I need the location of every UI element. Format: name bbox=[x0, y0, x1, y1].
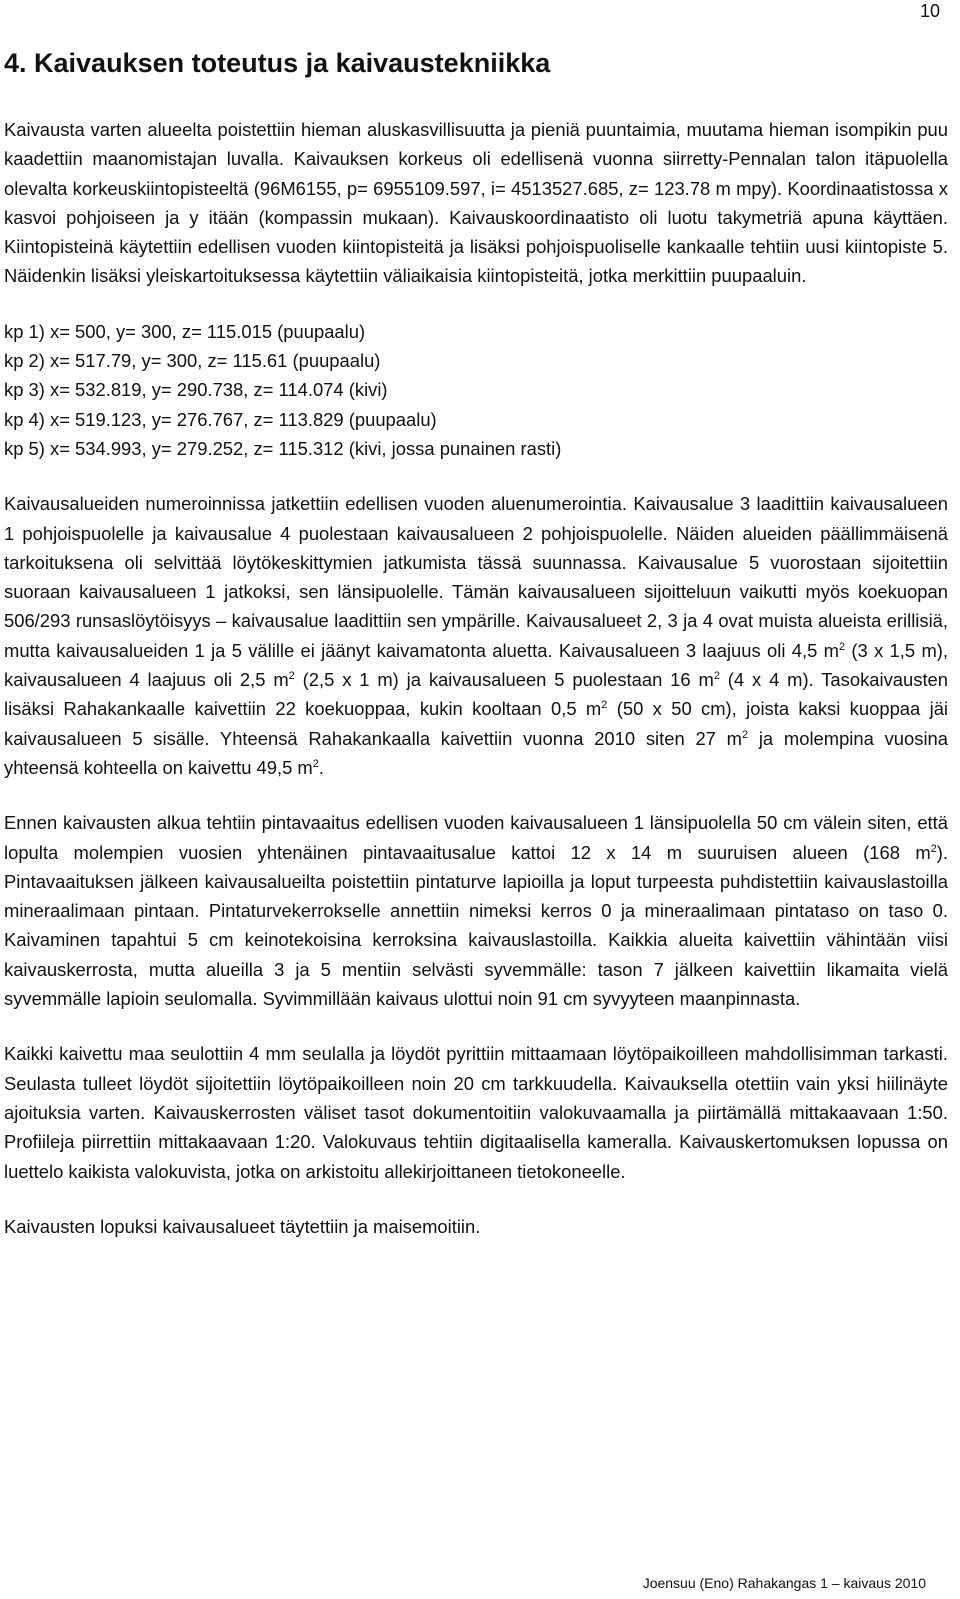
text-fragment: . bbox=[318, 756, 325, 778]
superscript-squared: 2 bbox=[288, 669, 295, 682]
paragraph-excavation-areas bbox=[4, 489, 948, 782]
benchmark-item: kp 3) x= 532.819, y= 290.738, z= 114.074 (kivi) bbox=[4, 379, 388, 401]
text-fragment: (4 x 4 m). Tasokaivausten lisäksi Rahakankaalle kaivettiin 22 koekuoppaa, kukin kooltaan 0,5 m bbox=[4, 669, 949, 720]
superscript-squared: 2 bbox=[312, 757, 319, 770]
text-fragment: ja molempina vuosina yhteensä kohteella on kaivettu 49,5 m bbox=[4, 727, 948, 778]
body-text bbox=[4, 115, 948, 1267]
page-number: 10 bbox=[919, 1, 940, 21]
superscript-squared: 2 bbox=[741, 728, 749, 741]
superscript-squared: 2 bbox=[930, 842, 937, 855]
superscript-squared: 2 bbox=[601, 699, 608, 712]
page-footer: Joensuu (Eno) Rahakangas 1 – kaivaus 2010 bbox=[642, 1575, 926, 1591]
section-heading: 4. Kaivauksen toteutus ja kaivaustekniikka bbox=[4, 48, 551, 78]
benchmark-item: kp 4) x= 519.123, y= 276.767, z= 113.829 (puupaalu) bbox=[4, 408, 437, 430]
text-fragment: Ennen kaivausten alkua tehtiin pintavaaitus edellisen vuoden kaivausalueen 1 länsipuolella 50 cm välein siten, että lopulta molempien vuosien yhtenäinen pintavaaitusalue kattoi 12 x 14 m suuruisen alueen (168 m bbox=[4, 812, 948, 863]
superscript-squared: 2 bbox=[713, 669, 720, 682]
benchmark-item: kp 5) x= 534.993, y= 279.252, z= 115.312 (kivi, jossa punainen rasti) bbox=[4, 437, 562, 459]
text-fragment: (2,5 x 1 m) ja kaivausalueen 5 puolestaan 16 m bbox=[294, 669, 714, 691]
benchmark-item: kp 1) x= 500, y= 300, z= 115.015 (puupaalu) bbox=[4, 320, 366, 342]
text-fragment: (50 x 50 cm), joista kaksi kuoppaa jäi kaivausalueen 5 sisälle. Yhteensä Rahakankaalla kaivettiin vuonna 2010 siten 27 m bbox=[4, 698, 949, 749]
superscript-squared: 2 bbox=[838, 640, 846, 653]
text-fragment: (3 x 1,5 m), kaivausalueen 4 laajuus oli 2,5 m bbox=[4, 639, 948, 691]
benchmark-item: kp 2) x= 517.79, y= 300, z= 115.61 (puupaalu) bbox=[4, 350, 381, 372]
paragraph-surface-levelling bbox=[4, 808, 948, 1013]
text-fragment: Kaivausalueiden numeroinnissa jatkettiin edellisen vuoden aluenumerointia. Kaivausalue 3 laadittiin kaivausalueen 1 pohjoispuolelle ja kaivausalue 4 puolestaan kaivausalueen 2 pohjoispuolelle. Näiden alueiden päällimmäisenä tarkoituksena oli selvittää löytökeskittymien jatkumista tässä suunnassa. Kaivausalue 5 vuorostaan sijoitettiin suoraan kaivausalueen 1 jatkoksi, sen länsipuolelle. Tämän kaivausalueen sijoitteluun vaikutti myös koekuopan 506/293 runsaslöytöisyys – kaivausalue laadittiin sen ympärille. Kaivausalueet 2, 3 ja 4 ovat muista alueista erillisiä, mutta kaivausalueiden 1 ja 5 välille ei jäänyt kaivamatonta aluetta. Kaivausalueen 3 laajuus oli 4,5 m bbox=[4, 493, 948, 661]
benchmark-list bbox=[4, 317, 948, 463]
paragraph-survey: Kaivausta varten alueelta poistettiin hieman aluskasvillisuutta ja pieniä puuntaimia, muutama hieman isompikin puu kaadettiin maanomistajan luvalla. Kaivauksen korkeus oli edellisenä vuonna siirretty-Pennalan talon itäpuolella olevalta korkeuskiintopisteeltä (96M6155, p= 6955109.597, i= 4513527.685, z= 123.78 m mpy). Koordinaatistossa x kasvoi pohjoiseen ja y itään (kompassin mukaan). Kaivauskoordinaatisto oli luotu takymetriä apuna käyttäen. Kiintopisteinä käytettiin edellisen vuoden kiintopisteitä ja lisäksi pohjoispuoliselle kankaalle tehtiin uusi kiintopiste 5. Näidenkin lisäksi yleiskartoituksessa käytettiin väliaikaisia kiintopisteitä, jotka merkittiin puupaaluin. bbox=[4, 119, 948, 287]
paragraph-backfilling: Kaivausten lopuksi kaivausalueet täytettiin ja maisemoitiin. bbox=[4, 1215, 481, 1237]
text-fragment: ). Pintavaaituksen jälkeen kaivausalueilta poistettiin pintaturve lapioilla ja loput turpeesta puhdistettiin kaivauslastoilla mineraalimaan pintaan. Pintaturvekerrokselle annettiin nimeksi kerros 0 ja mineraalimaan pintataso on taso 0. Kaivaminen tapahtui 5 cm keinotekoisina kerroksina kaivauslastoilla. Kaikkia alueita kaivettiin vähintään viisi kaivauskerrosta, mutta alueilla 3 ja 5 mentiin selvästi syvemmälle: tason 7 jälkeen kaivettiin likamaita vielä syvemmälle lapioin seulomalla. Syvimmillään kaivaus ulottui noin 91 cm syvyyteen maanpinnasta. bbox=[4, 841, 948, 1010]
paragraph-sieving-documentation: Kaikki kaivettu maa seulottiin 4 mm seulalla ja löydöt pyrittiin mittaamaan löytöpaikoilleen mahdollisimman tarkasti. Seulasta tulleet löydöt sijoitettiin löytöpaikoilleen noin 20 cm tarkkuudella. Kaivauksella otettiin vain yksi hiilinäyte ajoituksia varten. Kaivauskerrosten väliset tasot dokumentoitiin valokuvaamalla ja piirtämällä mittakaavaan 1:50. Profiileja piirrettiin mittakaavaan 1:20. Valokuvaus tehtiin digitaalisella kameralla. Kaivauskertomuksen lopussa on luettelo kaikista valokuvista, jotka on arkistoitu allekirjoittaneen tietokoneelle. bbox=[4, 1043, 948, 1182]
